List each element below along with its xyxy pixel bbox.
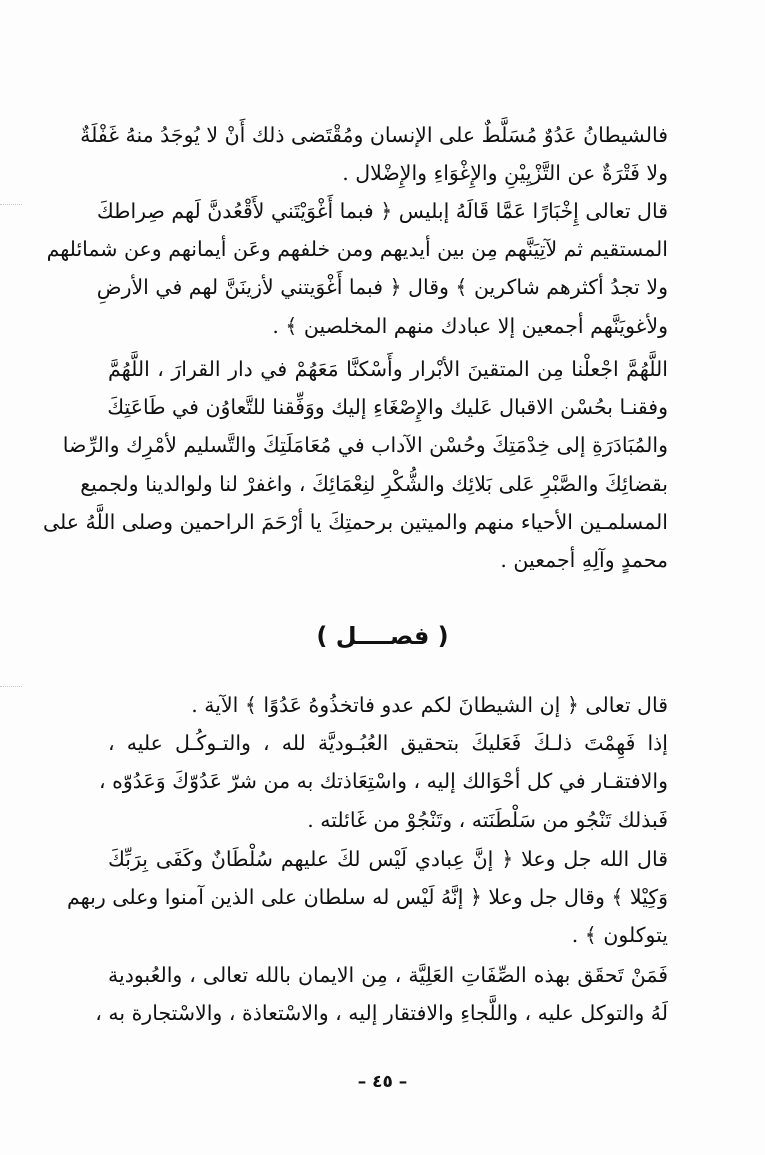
- page-number: – ٤٥ –: [357, 1072, 408, 1092]
- text-line: ولأغويَنَّهم أجمعين إلا عبادك منهم المخلصين ﴾ .: [272, 313, 668, 338]
- paragraph-satan-enemy: [80, 116, 668, 192]
- text-line: وفقنـا بحُسْن الاقبال عَليك والإِصْغَاءِ إليك ووَفِّقنا للتَّعاوُن في طَاعَتِكَ: [107, 395, 668, 420]
- edge-mark: [0, 686, 22, 687]
- paragraph-supplication: [42, 350, 668, 579]
- paragraph-realization: [95, 956, 668, 1032]
- text-line: قال تعالى إِخْبَارًا عَمَّا قَالَهُ إبليس ﴿ فبما أَغْوَيْتَني لأَقْعُدنَّ لَهم صِراطكَ: [96, 199, 668, 223]
- text-line: اللَّهُمَّ اجْعلْنا مِن المتقينَ الأبْرار وأَسْكنَّا مَعَهُمْ في دار القرارَ ، اللَّهُمَّ: [108, 357, 668, 381]
- text-line: بقضائِكَ والصَّبْرِ عَلى بَلائِك والشُّكْرِ لنِعْمَائِكَ ، واغفرْ لنا ولوالدينا ولجميع: [80, 471, 668, 496]
- text-line: المسلمـين الأحياء منهم والميتين برحمتِكَ يا أرْحَمَ الراحمين وصلى اللَّهُ على: [42, 509, 668, 534]
- text-line: فَمَنْ تَحقَق بهذه الصِّفَاتِ العَلِيَّة ، مِن الايمان بالله تعالى ، والعُبودية: [108, 963, 668, 987]
- text-line: قال تعالى ﴿ إن الشيطانَ لكم عدو فاتخذُوهُ عَدُوًا ﴾ الآية .: [191, 693, 668, 717]
- text-line: فالشيطانُ عَدُوٌ مُسَلَّطٌ على الإنسان ومُقْتَضى ذلك أَنْ لا يُوجَدُ منهُ غَفْلَةٌ: [80, 123, 668, 147]
- section-heading: ( فصــــل ): [316, 622, 449, 650]
- text-line: ولا تجدُ أكثرهم شاكرين ﴾ وقال ﴿ فبما أَغْوَيتني لأزينَنَّ لهم في الأرضِ: [96, 275, 668, 300]
- paragraph-iblis-quote: [46, 192, 668, 345]
- text-line: يتوكلون ﴾ .: [571, 923, 668, 948]
- text-line: قال الله جل وعلا ﴿ إنَّ عِبادي لَيْس لكَ عليهم سُلْطَانٌ وكَفَى بِرَبِّكَ: [108, 847, 668, 871]
- text-line: والمُبَادَرَةِ إلى خِدْمَتِكَ وحُسْن الآداب في مُعَامَلَتِكَ والتَّسليم لأمْرِك والرِّضا: [62, 433, 668, 458]
- text-line: والافتقـار في كل أحْوَالك إليه ، واسْتِعَاذتك به من شرّ عَدُوّكَ وَعَدُوّه ،: [99, 769, 668, 794]
- text-line: ولا فَتْرَةٌ عن التَّزْيِيْنِ والإِغْوَاءِ والإِضْلال .: [342, 161, 668, 186]
- paragraph-take-as-enemy: [99, 686, 668, 839]
- edge-mark: [0, 204, 22, 205]
- paragraph-no-authority: [67, 840, 668, 955]
- text-line: المستقيم ثم لآتِيَنَّهم مِن بين أيديهم ومن خلفهم وعَن أيمانهم وعن شمائلهم: [46, 237, 668, 262]
- text-line: فَبذلك تَنْجُو من سَلْطَنَته ، وتَنْجُوْ من غَائلته .: [307, 807, 668, 832]
- text-line: لَهُ والتوكل عليه ، واللَّجاءِ والافتقار إليه ، والاسْتعاذة ، والاسْتجارة به ،: [95, 1001, 668, 1026]
- text-line: إذا فَهِمْتَ ذلـكَ فَعَليكَ بتحقيق العُبُـوديَّة لله ، والتـوكُـل عليه ،: [108, 731, 668, 756]
- text-line: وَكِيْلا ﴾ وقال جل وعلا ﴿ إنَّهُ لَيْس له سلطان على الذين آمنوا وعلى ربهم: [67, 885, 668, 910]
- text-line: محمدٍ وآلِهِ أجمعين .: [500, 548, 668, 573]
